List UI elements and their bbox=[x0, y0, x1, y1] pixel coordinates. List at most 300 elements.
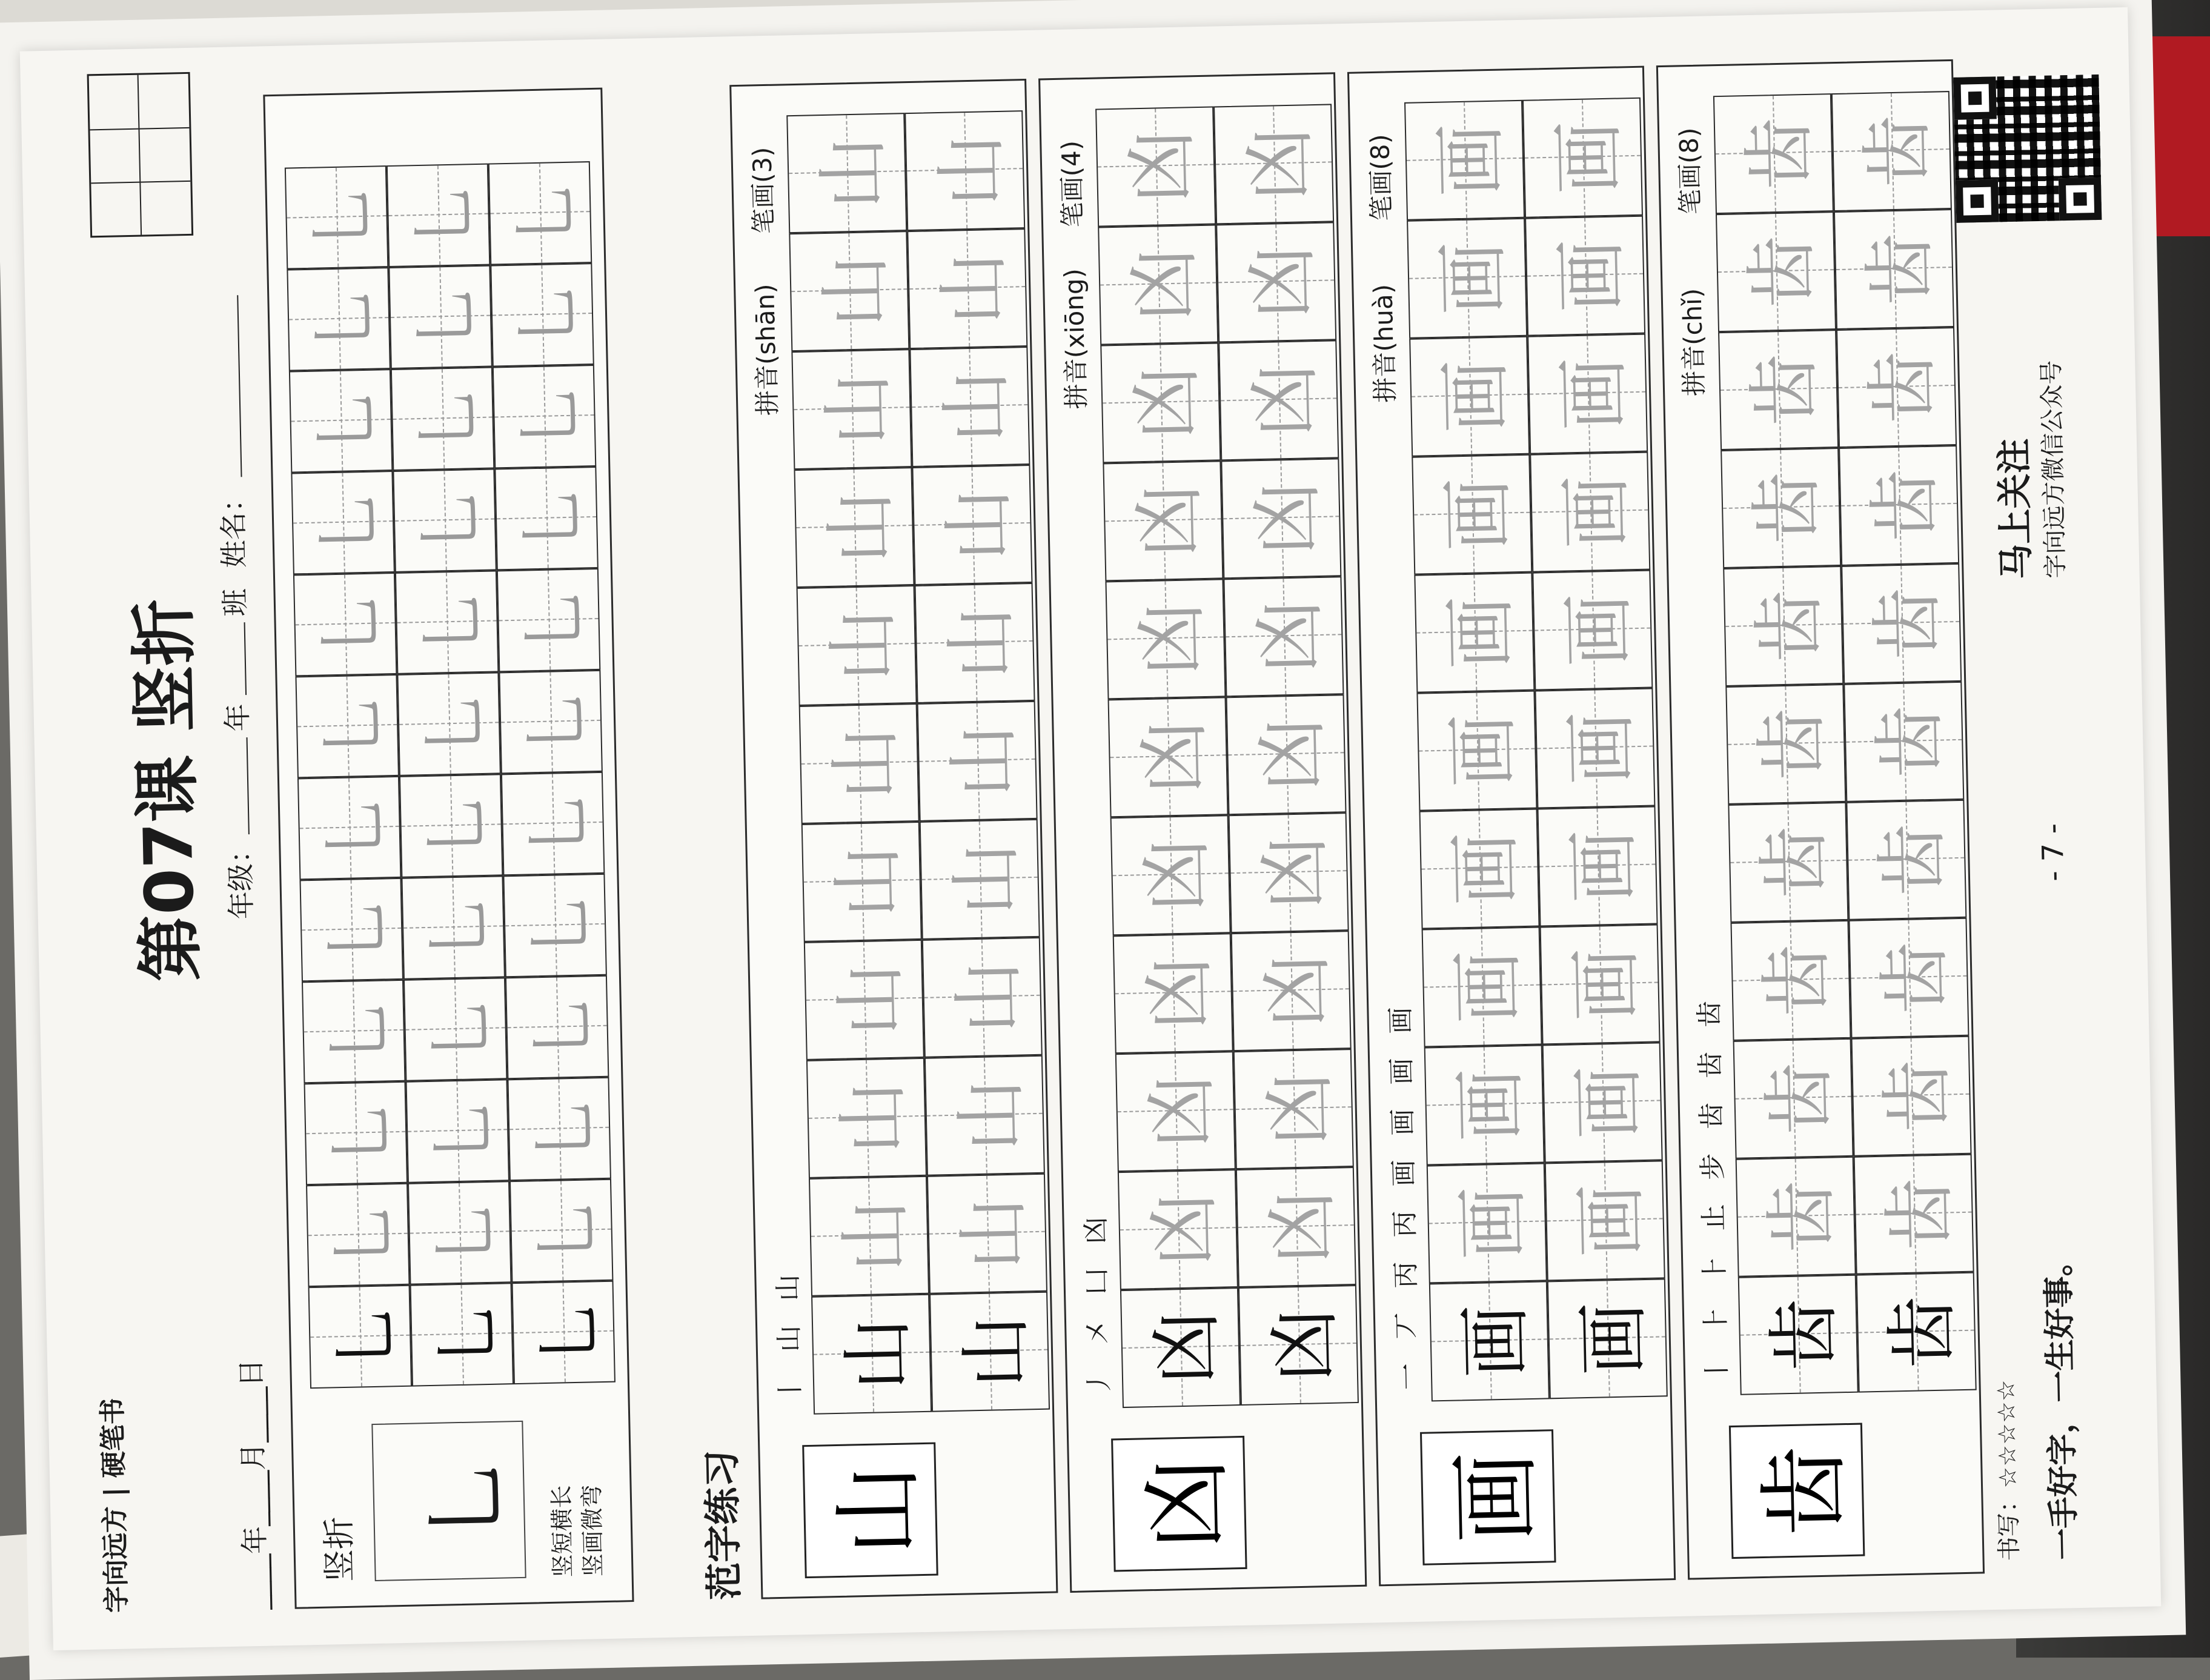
qr-code[interactable] bbox=[1953, 75, 2102, 223]
char-practice-glyph: 山 bbox=[820, 608, 906, 683]
stroke-count-label: 笔画(8) bbox=[1365, 133, 1397, 222]
char-practice-cell[interactable] bbox=[1738, 1275, 1859, 1395]
stroke-intro-block bbox=[263, 88, 634, 1609]
stroke-practice-cell[interactable] bbox=[295, 674, 399, 778]
stroke-order-step: 丙 bbox=[1390, 1261, 1422, 1289]
stroke-practice-glyph: 乚 bbox=[525, 1094, 605, 1163]
char-practice-cell[interactable] bbox=[1547, 1278, 1668, 1399]
stroke-order-step: 丨 bbox=[1701, 1356, 1733, 1384]
char-practice-glyph: 凶 bbox=[1139, 1074, 1225, 1149]
char-practice-glyph: 画 bbox=[1553, 474, 1639, 549]
follow-subtitle: 字向远方微信公众号 bbox=[2037, 360, 2070, 579]
char-practice-cell[interactable] bbox=[1542, 1042, 1663, 1163]
stroke-example-char: 乚 bbox=[416, 1456, 517, 1543]
stroke-practice-glyph: 乚 bbox=[319, 997, 399, 1066]
char-practice-cell[interactable] bbox=[1414, 573, 1535, 693]
char-practice-cell[interactable] bbox=[1841, 563, 1962, 684]
stroke-practice-cell[interactable] bbox=[289, 369, 393, 473]
char-practice-glyph: 山 bbox=[948, 1078, 1034, 1153]
char-practice-cell[interactable] bbox=[1108, 697, 1229, 817]
pinyin-label: 拼音(shān) bbox=[750, 283, 783, 416]
stroke-practice-glyph: 乚 bbox=[523, 992, 602, 1061]
char-practice-cell[interactable] bbox=[1540, 924, 1661, 1044]
char-practice-glyph: 画 bbox=[1556, 593, 1642, 668]
stroke-practice-cell[interactable] bbox=[401, 875, 505, 979]
stroke-practice-glyph: 乚 bbox=[428, 1300, 507, 1369]
char-practice-cell[interactable] bbox=[1856, 1272, 1977, 1393]
stroke-practice-glyph: 乚 bbox=[311, 590, 390, 659]
stroke-practice-cell[interactable] bbox=[291, 471, 394, 574]
score-box[interactable] bbox=[87, 72, 194, 238]
grade-label: 年级： bbox=[223, 835, 258, 920]
char-practice-cell[interactable] bbox=[789, 231, 909, 351]
model-char: 凶 bbox=[1133, 1457, 1241, 1550]
stroke-practice-cell[interactable] bbox=[306, 1183, 410, 1287]
stroke-practice-cell[interactable] bbox=[285, 165, 388, 269]
stroke-order bbox=[765, 1250, 807, 1403]
stroke-order-step: 齿 bbox=[1694, 1000, 1726, 1028]
char-practice-glyph: 山 bbox=[825, 844, 911, 919]
stroke-practice-cell[interactable] bbox=[304, 1081, 408, 1185]
stroke-count-label: 笔画(8) bbox=[1673, 127, 1705, 215]
char-practice-cell[interactable] bbox=[1723, 566, 1843, 686]
char-practice-glyph: 齿 bbox=[1865, 586, 1951, 661]
char-practice-cell[interactable] bbox=[909, 347, 1030, 467]
char-practice-cell[interactable] bbox=[1854, 1154, 1974, 1275]
stroke-order-step: 齿 bbox=[1696, 1102, 1728, 1130]
char-practice-cell[interactable] bbox=[1532, 570, 1653, 691]
char-practice-cell[interactable] bbox=[806, 1058, 927, 1178]
char-practice-glyph: 凶 bbox=[1141, 1192, 1227, 1267]
char-practice-cell[interactable] bbox=[1409, 336, 1530, 457]
char-practice-cell[interactable] bbox=[1721, 448, 1841, 568]
char-practice-glyph: 凶 bbox=[1119, 129, 1205, 204]
char-practice-cell[interactable] bbox=[1846, 800, 1966, 920]
char-practice-cell[interactable] bbox=[904, 110, 1025, 231]
stroke-practice-cell[interactable] bbox=[503, 874, 606, 977]
stroke-practice-cell[interactable] bbox=[507, 1077, 611, 1181]
char-practice-glyph: 山 bbox=[935, 487, 1022, 562]
char-practice-glyph: 山 bbox=[951, 1196, 1037, 1271]
char-practice-cell[interactable] bbox=[1223, 576, 1344, 697]
stroke-practice-cell[interactable] bbox=[388, 265, 492, 369]
char-practice-cell[interactable] bbox=[1424, 1044, 1545, 1165]
char-practice-glyph: 凶 bbox=[1247, 599, 1333, 674]
stroke-practice-cell[interactable] bbox=[403, 977, 507, 1081]
char-practice-cell[interactable] bbox=[1713, 93, 1834, 214]
char-practice-glyph: 画 bbox=[1565, 1065, 1652, 1140]
char-practice-glyph: 凶 bbox=[1124, 365, 1210, 440]
model-char: 齿 bbox=[1751, 1444, 1859, 1538]
char-practice-cell[interactable] bbox=[924, 1055, 1045, 1176]
model-char-box bbox=[1729, 1423, 1865, 1559]
char-practice-glyph: 凶 bbox=[1239, 245, 1326, 320]
char-practice-cell[interactable] bbox=[1407, 218, 1527, 339]
char-practice-glyph: 凶 bbox=[1144, 1310, 1230, 1385]
stroke-practice-cell[interactable] bbox=[395, 570, 499, 674]
stroke-order-step: ⺊ bbox=[1700, 1306, 1732, 1333]
stroke-practice-cell[interactable] bbox=[399, 774, 503, 877]
stroke-practice-cell[interactable] bbox=[509, 1179, 613, 1283]
stroke-count-label: 笔画(4) bbox=[1056, 140, 1088, 228]
stroke-count-label: 笔画(3) bbox=[747, 147, 779, 234]
model-char: 画 bbox=[1442, 1450, 1550, 1544]
char-practice-glyph: 齿 bbox=[1762, 1297, 1848, 1372]
char-practice-glyph: 齿 bbox=[1879, 1295, 1966, 1370]
name-label: 姓名： bbox=[216, 483, 251, 569]
char-practice-glyph: 山 bbox=[832, 1198, 918, 1273]
char-practice-cell[interactable] bbox=[1843, 682, 1964, 802]
stroke-order-step: 山 bbox=[772, 1274, 805, 1302]
char-practice-glyph: 画 bbox=[1568, 1183, 1654, 1258]
char-practice-cell[interactable] bbox=[804, 940, 924, 1060]
stroke-practice-cell[interactable] bbox=[408, 1181, 511, 1284]
stroke-practice-glyph: 乚 bbox=[529, 1298, 609, 1367]
char-practice-cell[interactable] bbox=[1848, 918, 1969, 1038]
stroke-order-step: 齿 bbox=[1694, 1051, 1727, 1079]
char-practice-glyph: 山 bbox=[931, 251, 1017, 326]
brand-logo: 字向远方 | 硬笔书 bbox=[97, 1397, 133, 1613]
char-practice-cell[interactable] bbox=[1231, 931, 1352, 1051]
stroke-practice-glyph: 乚 bbox=[322, 1098, 401, 1167]
char-practice-glyph: 凶 bbox=[1252, 835, 1338, 910]
stroke-practice-glyph: 乚 bbox=[317, 895, 397, 964]
char-practice-cell[interactable] bbox=[1100, 342, 1221, 463]
stroke-practice-cell[interactable] bbox=[287, 267, 390, 371]
stroke-order-step: 㐅 bbox=[1082, 1318, 1114, 1346]
char-practice-cell[interactable] bbox=[1522, 98, 1643, 218]
char-practice-glyph: 齿 bbox=[1870, 822, 1956, 897]
char-practice-cell[interactable] bbox=[920, 819, 1040, 940]
char-practice-cell[interactable] bbox=[1730, 920, 1851, 1041]
char-practice-glyph: 山 bbox=[817, 490, 904, 565]
stroke-order-step: 画 bbox=[1388, 1159, 1420, 1187]
section-title: 范字练习 bbox=[699, 1449, 747, 1601]
stroke-practice-glyph: 乚 bbox=[307, 387, 386, 455]
stroke-practice-cell[interactable] bbox=[511, 1281, 615, 1384]
char-practice-cell[interactable] bbox=[1525, 216, 1645, 336]
stroke-order-step: 丙 bbox=[1389, 1210, 1421, 1238]
stroke-practice-glyph: 乚 bbox=[514, 586, 594, 654]
stroke-order-step: 凶 bbox=[1080, 1217, 1112, 1244]
char-practice-glyph: 画 bbox=[1450, 1186, 1536, 1261]
char-practice-glyph: 齿 bbox=[1862, 468, 1948, 543]
stroke-order-step: ⺊ bbox=[1699, 1255, 1731, 1283]
stroke-practice-cell[interactable] bbox=[302, 980, 405, 1083]
char-practice-glyph: 画 bbox=[1447, 1067, 1534, 1143]
char-practice-glyph: 山 bbox=[828, 962, 914, 1037]
char-practice-glyph: 凶 bbox=[1136, 956, 1223, 1031]
char-practice-glyph: 凶 bbox=[1257, 1071, 1343, 1146]
char-practice-cell[interactable] bbox=[1216, 222, 1336, 342]
char-practice-cell[interactable] bbox=[1118, 1169, 1238, 1290]
char-practice-cell[interactable] bbox=[1545, 1160, 1665, 1281]
char-practice-glyph: 山 bbox=[815, 371, 901, 447]
char-practice-cell[interactable] bbox=[1236, 1167, 1356, 1287]
date-line: ____年____月____日 bbox=[234, 1358, 273, 1610]
char-practice-glyph: 凶 bbox=[1254, 953, 1341, 1028]
stroke-practice-cell[interactable] bbox=[297, 776, 401, 880]
char-practice-cell[interactable] bbox=[1733, 1038, 1854, 1159]
char-practice-cell[interactable] bbox=[1238, 1285, 1359, 1406]
rating-stars[interactable]: 书写：☆☆☆☆☆ bbox=[1992, 1379, 2024, 1561]
char-practice-glyph: 凶 bbox=[1237, 127, 1323, 202]
char-practice-cell[interactable] bbox=[1412, 454, 1532, 575]
char-practice-cell[interactable] bbox=[922, 937, 1043, 1058]
stroke-order-step: 山 bbox=[774, 1325, 805, 1353]
char-practice-glyph: 画 bbox=[1433, 359, 1519, 434]
stroke-order bbox=[1687, 976, 1734, 1384]
stroke-practice-cell[interactable] bbox=[299, 878, 403, 981]
char-practice-cell[interactable] bbox=[1831, 91, 1952, 211]
char-practice-glyph: 山 bbox=[953, 1314, 1039, 1389]
stroke-practice-cell[interactable] bbox=[410, 1283, 514, 1386]
name-field[interactable] bbox=[207, 295, 242, 477]
stroke-order-step: 画 bbox=[1386, 1057, 1418, 1085]
char-practice-cell[interactable] bbox=[1095, 106, 1216, 227]
stroke-practice-glyph: 乚 bbox=[406, 282, 486, 351]
lesson-title: 第07课 竖折 bbox=[124, 598, 210, 983]
stroke-order bbox=[1378, 983, 1425, 1390]
char-practice-cell[interactable] bbox=[1218, 340, 1339, 460]
char-practice-cell[interactable] bbox=[1098, 224, 1218, 345]
stroke-practice-glyph: 乚 bbox=[304, 285, 384, 353]
stroke-practice-glyph: 乚 bbox=[516, 688, 596, 756]
stroke-order-step: 一 bbox=[1392, 1363, 1424, 1390]
stroke-practice-glyph: 乚 bbox=[315, 794, 394, 862]
year-label: 年 bbox=[221, 703, 254, 732]
stroke-practice-glyph: 乚 bbox=[510, 382, 589, 451]
char-practice-cell[interactable] bbox=[1229, 812, 1349, 933]
char-practice-glyph: 凶 bbox=[1244, 481, 1331, 556]
char-practice-cell[interactable] bbox=[1736, 1157, 1856, 1277]
stroke-practice-glyph: 乚 bbox=[413, 588, 492, 657]
char-practice-cell[interactable] bbox=[794, 467, 914, 588]
stroke-practice-glyph: 乚 bbox=[512, 484, 592, 553]
stroke-practice-cell[interactable] bbox=[494, 466, 598, 570]
stroke-practice-cell[interactable] bbox=[293, 573, 397, 676]
char-practice-cell[interactable] bbox=[1527, 334, 1648, 454]
char-practice-glyph: 凶 bbox=[1121, 247, 1207, 322]
char-practice-cell[interactable] bbox=[1836, 327, 1957, 448]
char-practice-cell[interactable] bbox=[907, 228, 1027, 349]
char-practice-cell[interactable] bbox=[1725, 684, 1846, 805]
stroke-order-step: 凵 bbox=[1081, 1267, 1113, 1295]
char-practice-glyph: 齿 bbox=[1877, 1177, 1963, 1252]
char-practice-cell[interactable] bbox=[912, 465, 1032, 585]
char-practice-glyph: 凶 bbox=[1126, 483, 1213, 559]
stroke-tip-1: 竖短横长 bbox=[548, 1485, 577, 1578]
char-practice-cell[interactable] bbox=[811, 1294, 932, 1415]
char-practice-cell[interactable] bbox=[1422, 927, 1542, 1048]
char-practice-glyph: 画 bbox=[1551, 356, 1637, 431]
char-practice-cell[interactable] bbox=[917, 701, 1038, 822]
char-practice-cell[interactable] bbox=[1120, 1287, 1241, 1408]
char-practice-glyph: 齿 bbox=[1737, 116, 1823, 191]
char-practice-glyph: 齿 bbox=[1874, 1058, 1961, 1134]
stroke-practice-cell[interactable] bbox=[308, 1285, 412, 1389]
stroke-practice-glyph: 乚 bbox=[421, 995, 500, 1064]
motto: 一手好字，一生好事。 bbox=[2040, 1244, 2083, 1561]
char-practice-cell[interactable] bbox=[927, 1174, 1047, 1294]
stroke-order-step: 丨 bbox=[774, 1376, 806, 1404]
char-practice-block bbox=[1656, 59, 1985, 1580]
char-practice-glyph: 画 bbox=[1428, 122, 1514, 198]
char-practice-cell[interactable] bbox=[1535, 688, 1655, 809]
char-practice-glyph: 齿 bbox=[1754, 943, 1840, 1018]
char-practice-block bbox=[729, 79, 1058, 1599]
char-practice-glyph: 山 bbox=[835, 1316, 921, 1392]
char-practice-glyph: 山 bbox=[830, 1080, 916, 1155]
char-practice-cell[interactable] bbox=[1718, 330, 1839, 450]
stroke-order-step: 止 bbox=[1698, 1204, 1730, 1232]
stroke-practice-glyph: 乚 bbox=[302, 183, 382, 251]
stroke-order bbox=[1073, 1192, 1117, 1396]
char-practice-glyph: 齿 bbox=[1759, 1179, 1845, 1254]
stroke-title: 竖折 bbox=[319, 1516, 359, 1582]
char-practice-cell[interactable] bbox=[1728, 802, 1848, 923]
char-practice-glyph: 画 bbox=[1563, 947, 1650, 1022]
char-practice-cell[interactable] bbox=[1105, 579, 1226, 699]
char-practice-cell[interactable] bbox=[915, 583, 1035, 703]
stroke-order-step: 画 bbox=[1385, 1006, 1417, 1034]
char-practice-glyph: 齿 bbox=[1749, 706, 1836, 782]
char-practice-glyph: 齿 bbox=[1751, 825, 1838, 900]
stroke-practice-cell[interactable] bbox=[493, 365, 596, 468]
stroke-example-box bbox=[371, 1421, 526, 1581]
char-practice-glyph: 凶 bbox=[1131, 720, 1218, 795]
char-practice-glyph: 画 bbox=[1571, 1301, 1657, 1376]
class-label: 班 bbox=[218, 588, 252, 617]
char-practice-glyph: 凶 bbox=[1259, 1189, 1346, 1264]
char-practice-cell[interactable] bbox=[1419, 809, 1540, 929]
stroke-practice-glyph: 乚 bbox=[519, 789, 598, 858]
stroke-practice-glyph: 乚 bbox=[415, 689, 494, 759]
stroke-practice-cell[interactable] bbox=[488, 161, 592, 265]
char-practice-cell[interactable] bbox=[929, 1292, 1050, 1412]
char-practice-glyph: 画 bbox=[1561, 829, 1647, 904]
char-practice-glyph: 画 bbox=[1558, 711, 1645, 786]
model-char-box bbox=[802, 1443, 938, 1579]
stroke-practice-glyph: 乚 bbox=[313, 692, 393, 760]
stroke-practice-cell[interactable] bbox=[391, 367, 494, 471]
stroke-practice-cell[interactable] bbox=[501, 772, 605, 875]
char-practice-glyph: 山 bbox=[822, 726, 909, 801]
grade-field[interactable] bbox=[216, 737, 250, 835]
class-field[interactable] bbox=[214, 622, 247, 696]
char-practice-cell[interactable] bbox=[799, 703, 920, 824]
char-practice-glyph: 齿 bbox=[1867, 704, 1954, 779]
stroke-practice-glyph: 乚 bbox=[423, 1097, 503, 1166]
char-practice-glyph: 齿 bbox=[1855, 113, 1941, 188]
char-practice-glyph: 凶 bbox=[1129, 602, 1215, 677]
stroke-practice-glyph: 乚 bbox=[419, 893, 499, 962]
char-practice-cell[interactable] bbox=[1427, 1163, 1547, 1283]
char-practice-cell[interactable] bbox=[809, 1176, 929, 1297]
char-practice-glyph: 山 bbox=[812, 253, 899, 328]
char-practice-cell[interactable] bbox=[1103, 460, 1223, 581]
char-practice-glyph: 山 bbox=[943, 842, 1029, 917]
page-number: - 7 - bbox=[2036, 823, 2071, 882]
stroke-practice-cell[interactable] bbox=[490, 263, 594, 367]
stroke-practice-cell[interactable] bbox=[393, 468, 496, 572]
stroke-practice-cell[interactable] bbox=[397, 672, 500, 775]
char-practice-cell[interactable] bbox=[1213, 104, 1334, 224]
char-practice-cell[interactable] bbox=[1113, 933, 1233, 1054]
char-practice-cell[interactable] bbox=[1110, 815, 1231, 935]
stroke-practice-cell[interactable] bbox=[387, 164, 490, 267]
char-practice-cell[interactable] bbox=[1834, 209, 1954, 330]
char-practice-glyph: 凶 bbox=[1242, 363, 1328, 438]
char-practice-glyph: 画 bbox=[1435, 477, 1522, 552]
char-practice-block bbox=[1038, 72, 1367, 1593]
char-practice-glyph: 山 bbox=[940, 723, 1027, 798]
stroke-practice-glyph: 乚 bbox=[506, 179, 585, 247]
char-practice-cell[interactable] bbox=[1115, 1051, 1236, 1172]
char-practice-cell[interactable] bbox=[1851, 1036, 1972, 1157]
char-practice-glyph: 齿 bbox=[1739, 234, 1825, 309]
char-practice-cell[interactable] bbox=[1429, 1281, 1550, 1401]
worksheet bbox=[20, 7, 2162, 1650]
char-practice-glyph: 画 bbox=[1453, 1304, 1539, 1379]
char-practice-cell[interactable] bbox=[1416, 691, 1537, 811]
model-char-box bbox=[1420, 1429, 1556, 1565]
char-practice-cell[interactable] bbox=[1404, 100, 1525, 221]
stroke-practice-cell[interactable] bbox=[405, 1079, 509, 1183]
char-practice-cell[interactable] bbox=[1221, 458, 1341, 579]
stroke-order-step: 步 bbox=[1697, 1153, 1729, 1181]
follow-title: 马上关注 bbox=[1993, 438, 2037, 580]
char-practice-glyph: 齿 bbox=[1742, 352, 1828, 427]
char-practice-cell[interactable] bbox=[1716, 211, 1836, 332]
pinyin-label: 拼音(chǐ) bbox=[1677, 288, 1710, 397]
stroke-practice-glyph: 乚 bbox=[324, 1200, 403, 1269]
pinyin-label: 拼音(xiōng) bbox=[1058, 268, 1092, 410]
char-practice-glyph: 齿 bbox=[1756, 1061, 1843, 1136]
char-practice-glyph: 画 bbox=[1445, 949, 1531, 1024]
stroke-practice-glyph: 乚 bbox=[404, 181, 483, 250]
char-practice-glyph: 齿 bbox=[1857, 231, 1943, 307]
stroke-practice-cell[interactable] bbox=[505, 975, 609, 1079]
stroke-practice-cell[interactable] bbox=[497, 568, 600, 672]
char-practice-cell[interactable] bbox=[1226, 694, 1346, 815]
char-practice-cell[interactable] bbox=[1530, 452, 1650, 573]
stroke-practice-cell[interactable] bbox=[499, 670, 602, 774]
char-practice-glyph: 山 bbox=[928, 133, 1014, 208]
char-practice-glyph: 凶 bbox=[1133, 838, 1220, 912]
stroke-order-step: 丿 bbox=[1083, 1369, 1115, 1397]
stroke-order-step: 丆 bbox=[1391, 1312, 1423, 1340]
char-practice-cell[interactable] bbox=[1537, 806, 1658, 926]
char-practice-glyph: 画 bbox=[1430, 241, 1516, 316]
char-practice-cell[interactable] bbox=[797, 585, 917, 706]
stroke-order-step: 画 bbox=[1387, 1108, 1419, 1136]
char-practice-glyph: 画 bbox=[1440, 713, 1527, 788]
stroke-practice-glyph: 乚 bbox=[326, 1302, 405, 1371]
stroke-tip-2: 竖画微弯 bbox=[578, 1484, 607, 1577]
char-practice-glyph: 齿 bbox=[1744, 470, 1830, 545]
stroke-practice-glyph: 乚 bbox=[417, 791, 496, 860]
char-practice-cell[interactable] bbox=[801, 822, 922, 942]
char-practice-cell[interactable] bbox=[791, 349, 912, 470]
char-practice-glyph: 凶 bbox=[1249, 717, 1336, 792]
char-practice-glyph: 画 bbox=[1442, 831, 1529, 906]
char-practice-cell[interactable] bbox=[786, 113, 907, 233]
char-practice-cell[interactable] bbox=[1839, 445, 1959, 566]
stroke-practice-glyph: 乚 bbox=[521, 891, 600, 960]
char-practice-cell[interactable] bbox=[1233, 1049, 1354, 1169]
char-practice-glyph: 齿 bbox=[1860, 350, 1946, 425]
